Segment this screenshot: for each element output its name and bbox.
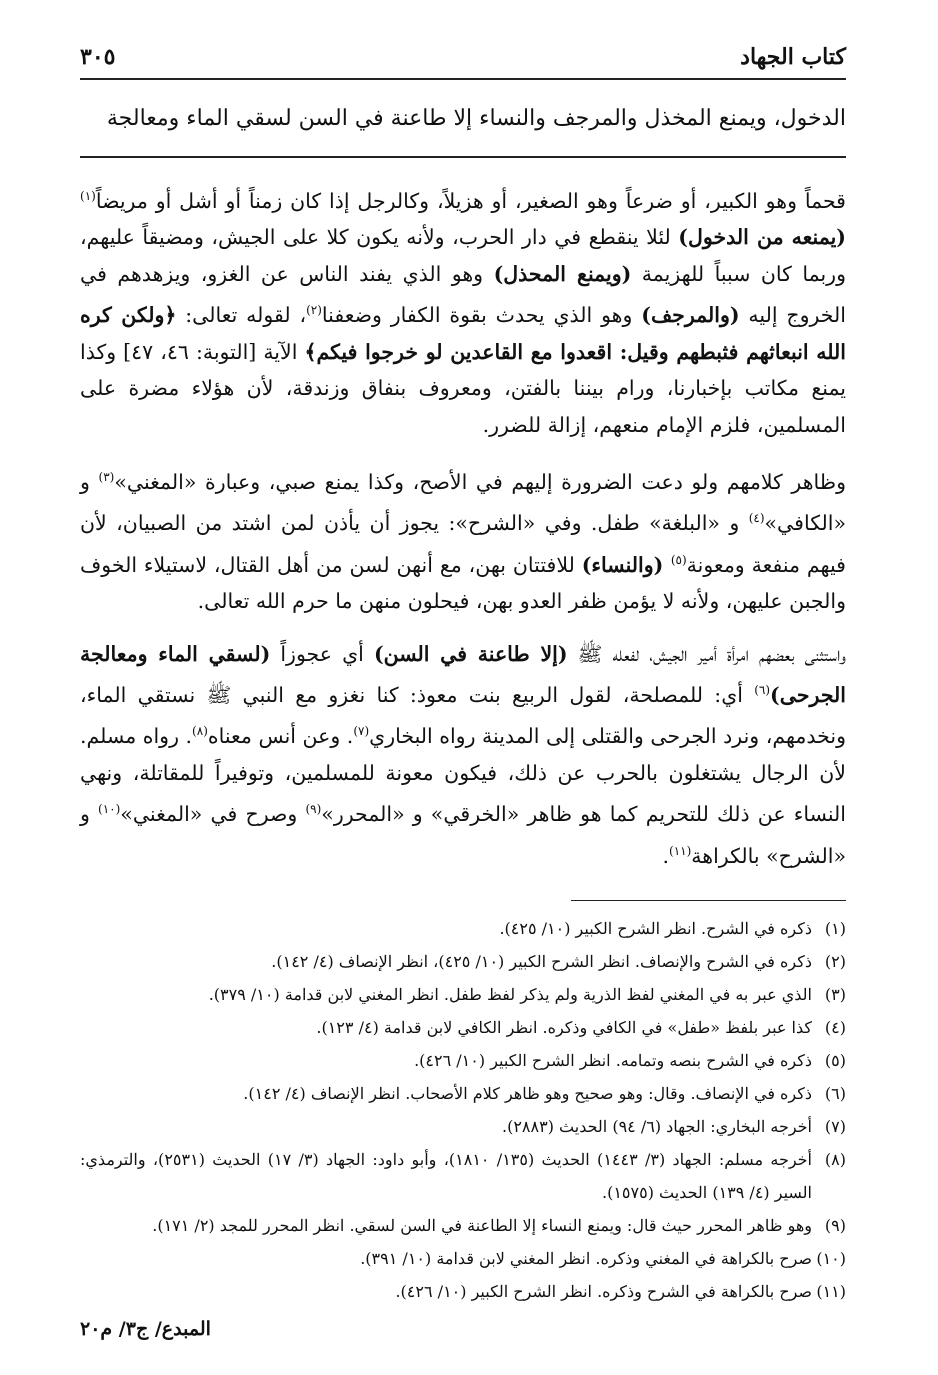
- footnote: [80, 1242, 846, 1275]
- footnote: [80, 945, 846, 978]
- footnote: [80, 1044, 846, 1077]
- text: و «البلغة» طفل. وفي «الشرح»: يجوز أن يأذن لمن اشتد من الصبيان، لأن فيهم منفعة ومعونة: [80, 511, 846, 577]
- footnote: [80, 978, 846, 1011]
- footnote-number: (٣): [824, 985, 846, 1004]
- text: قحماً وهو الكبير، أو ضرعاً وهو الصغير، أو هزيلاً، وكالرجل إذا كان زمناً أو أشل أو مريضاً: [95, 188, 846, 213]
- text: للافتتان بهن، مع أنهن لسن من أهل القتال، لاستيلاء الخوف والجبن عليهن، ولأنه لا يؤمن ظفر العدو بهن، فيحلون منهن ما حرم الله تعالى.: [80, 552, 846, 614]
- footnote-number: (٤): [824, 1018, 846, 1037]
- footnote-text: ذكره في الشرح والإنصاف. انظر الشرح الكبير (١٠/ ٤٢٥)، انظر الإنصاف (٤/ ١٤٢).: [271, 952, 812, 971]
- footnote-ref: (٤): [748, 511, 765, 526]
- quran-verse: ﴿ولكن كره الله انبعاثهم فثبطهم وقيل: اقعدوا مع القاعدين لو خرجوا فيكم﴾: [80, 303, 846, 364]
- page-number: ٣٠٥: [80, 44, 123, 70]
- footnote-ref: (١): [80, 189, 96, 203]
- text: و «الكافي»: [80, 469, 846, 536]
- footnote-divider: [571, 900, 846, 901]
- text: و «الشرح» بالكراهة: [80, 802, 846, 868]
- footnote-text: أخرجه البخاري: الجهاد (٦/ ٩٤) الحديث (٢٨٨٣).: [502, 1117, 812, 1136]
- bold-quote: (إلا طاعنة في السن): [373, 641, 568, 666]
- footnote-text: صرح بالكراهة في المغني وذكره. انظر المغني لابن قدامة (١٠/ ٣٩١).: [360, 1249, 812, 1268]
- footnote-ref: (١١): [669, 843, 692, 858]
- bold-quote: (يمنعه من الدخول): [678, 225, 847, 250]
- footnote-text: ذكره في الشرح بنصه وتمامه. انظر الشرح الكبير (١٠/ ٤٢٦).: [414, 1051, 812, 1070]
- footnotes: [80, 912, 846, 1308]
- text: الآية [التوبة: ٤٦، ٤٧] وكذا يمنع مكاتب بإخبارنا، ورام بيننا بالفتن، ومعروف بنفاق وزندقة، لأن هؤلاء مضرة على المسلمين، فلزم الإمام منعهم، إزالة للضرر.: [80, 339, 846, 437]
- footnote-number: (٢): [824, 952, 846, 971]
- footnote-number: (٦): [824, 1084, 846, 1103]
- text: وظاهر كلامهم ولو دعت الضرورة إليهم في الأصح، وكذا يمنع صبي، وعبارة «المغني»: [114, 469, 846, 494]
- signature-mark: المبدع/ ج٣/ م٢٠: [80, 1318, 211, 1340]
- commentary-paragraph-1: [80, 178, 846, 443]
- footnote-ref: (٥): [670, 552, 687, 567]
- footnote-number: (٥): [824, 1051, 846, 1070]
- footnote-ref: (٨): [192, 724, 208, 739]
- footnote: [80, 912, 846, 945]
- footnote-ref: (٦): [754, 683, 771, 698]
- text: أي: للمصلحة، لقول الربيع بنت معوذ: كنا نغزو مع النبي ﷺ نستقي الماء، ونخدمهم، ونرد الجرحى والقتلى إلى المدينة رواه البخاري: [80, 682, 847, 749]
- commentary-paragraph-2: [80, 459, 846, 619]
- footnote: [80, 1110, 846, 1143]
- footnote-ref: (١٠): [98, 802, 121, 817]
- footnote-text: صرح بالكراهة في الشرح وذكره. انظر الشرح الكبير (١٠/ ٤٢٦).: [395, 1282, 812, 1301]
- commentary-paragraph-3: [80, 636, 846, 874]
- footnote-text: كذا عبر بلفظ «طفل» في الكافي وذكره. انظر الكافي لابن قدامة (٤/ ١٢٣).: [316, 1018, 812, 1037]
- text: لئلا ينقطع في دار الحرب، ولأنه يكون كلا على الجيش، ومضيقاً عليهم، وربما كان سبباً للهزيمة: [80, 225, 846, 286]
- bold-quote: (ويمنع المحذل): [493, 261, 632, 286]
- footnote-number: (١١): [816, 1282, 846, 1301]
- footnote: [80, 1077, 846, 1110]
- text: واستثنى بعضهم امرأة أمير الجيش، لفعله ﷺ: [567, 641, 847, 666]
- bold-quote: (والمرجف): [641, 303, 740, 328]
- footnote-ref: (٩): [305, 802, 322, 817]
- footnote-number: (١): [824, 919, 846, 938]
- footnote: [80, 1275, 846, 1308]
- footnote-text: الذي عبر به في المغني لفظ الذرية ولم يذكر لفظ طفل. انظر المغني لابن قدامة (١٠/ ٣٧٩).: [208, 985, 812, 1004]
- bold-quote: (لسقي الماء ومعالجة الجرحى): [80, 641, 846, 707]
- footnote-number: (٩): [824, 1216, 846, 1235]
- bold-quote: (والنساء): [581, 552, 671, 577]
- footnote-ref: (٧): [353, 724, 370, 739]
- footnote-text: أخرجه مسلم: الجهاد (٣/ ١٤٤٣) الحديث (١٣٥/ ١٨١٠)، وأبو داود: الجهاد (٣/ ١٧) الحديث (٢٥٣١)، والترمذي: السير (٤/ ١٣٩) الحديث (١٥٧٥).: [80, 1150, 812, 1202]
- text: وهو الذي يفند الناس عن الغزو، ويزهدهم في الخروج إليه: [80, 261, 846, 328]
- footnote-ref: (٢): [306, 303, 322, 318]
- footnote-number: (٨): [824, 1150, 846, 1169]
- text: ، لقوله تعالى:: [176, 303, 307, 328]
- footnote: [80, 1011, 846, 1044]
- footnote-ref: (٣): [98, 470, 115, 485]
- text: وهو الذي يحدث بقوة الكفار وضعفنا: [321, 303, 642, 328]
- text: .: [662, 843, 670, 868]
- text: وصرح في «المغني»: [120, 802, 306, 827]
- running-header: [80, 44, 846, 80]
- text: . وعن أنس معناه: [207, 724, 354, 749]
- text: . رواه مسلم. لأن الرجال يشتغلون بالحرب عن ذلك، فيكون معونة للمسلمين، وتوفيراً للمقاتلة، ونهي النساء عن ذلك للتحريم كما هو ظاهر «الخرقي» و «المحرر»: [80, 724, 846, 827]
- footnote-number: (٧): [824, 1117, 846, 1136]
- main-text-divider: [80, 156, 846, 158]
- footnote-text: ذكره في الإنصاف. وقال: وهو صحيح وهو ظاهر كلام الأصحاب. انظر الإنصاف (٤/ ١٤٢).: [243, 1084, 812, 1103]
- text: أي عجوزاً: [270, 641, 374, 666]
- footnote-text: ذكره في الشرح. انظر الشرح الكبير (١٠/ ٤٢٥).: [499, 919, 812, 938]
- commentary: [80, 178, 846, 890]
- main-text: الدخول، ويمنع المخذل والمرجف والنساء إلا طاعنة في السن لسقي الماء ومعالجة: [106, 106, 846, 131]
- footnote: [80, 1209, 846, 1242]
- footnote-text: وهو ظاهر المحرر حيث قال: ويمنع النساء إلا الطاعنة في السن لسقي. انظر المحرر للمجد (٢/ ١٧١).: [152, 1216, 812, 1235]
- footnote-number: (١٠): [816, 1249, 846, 1268]
- footnote: [80, 1143, 846, 1209]
- chapter-title: كتاب الجهاد: [732, 44, 846, 70]
